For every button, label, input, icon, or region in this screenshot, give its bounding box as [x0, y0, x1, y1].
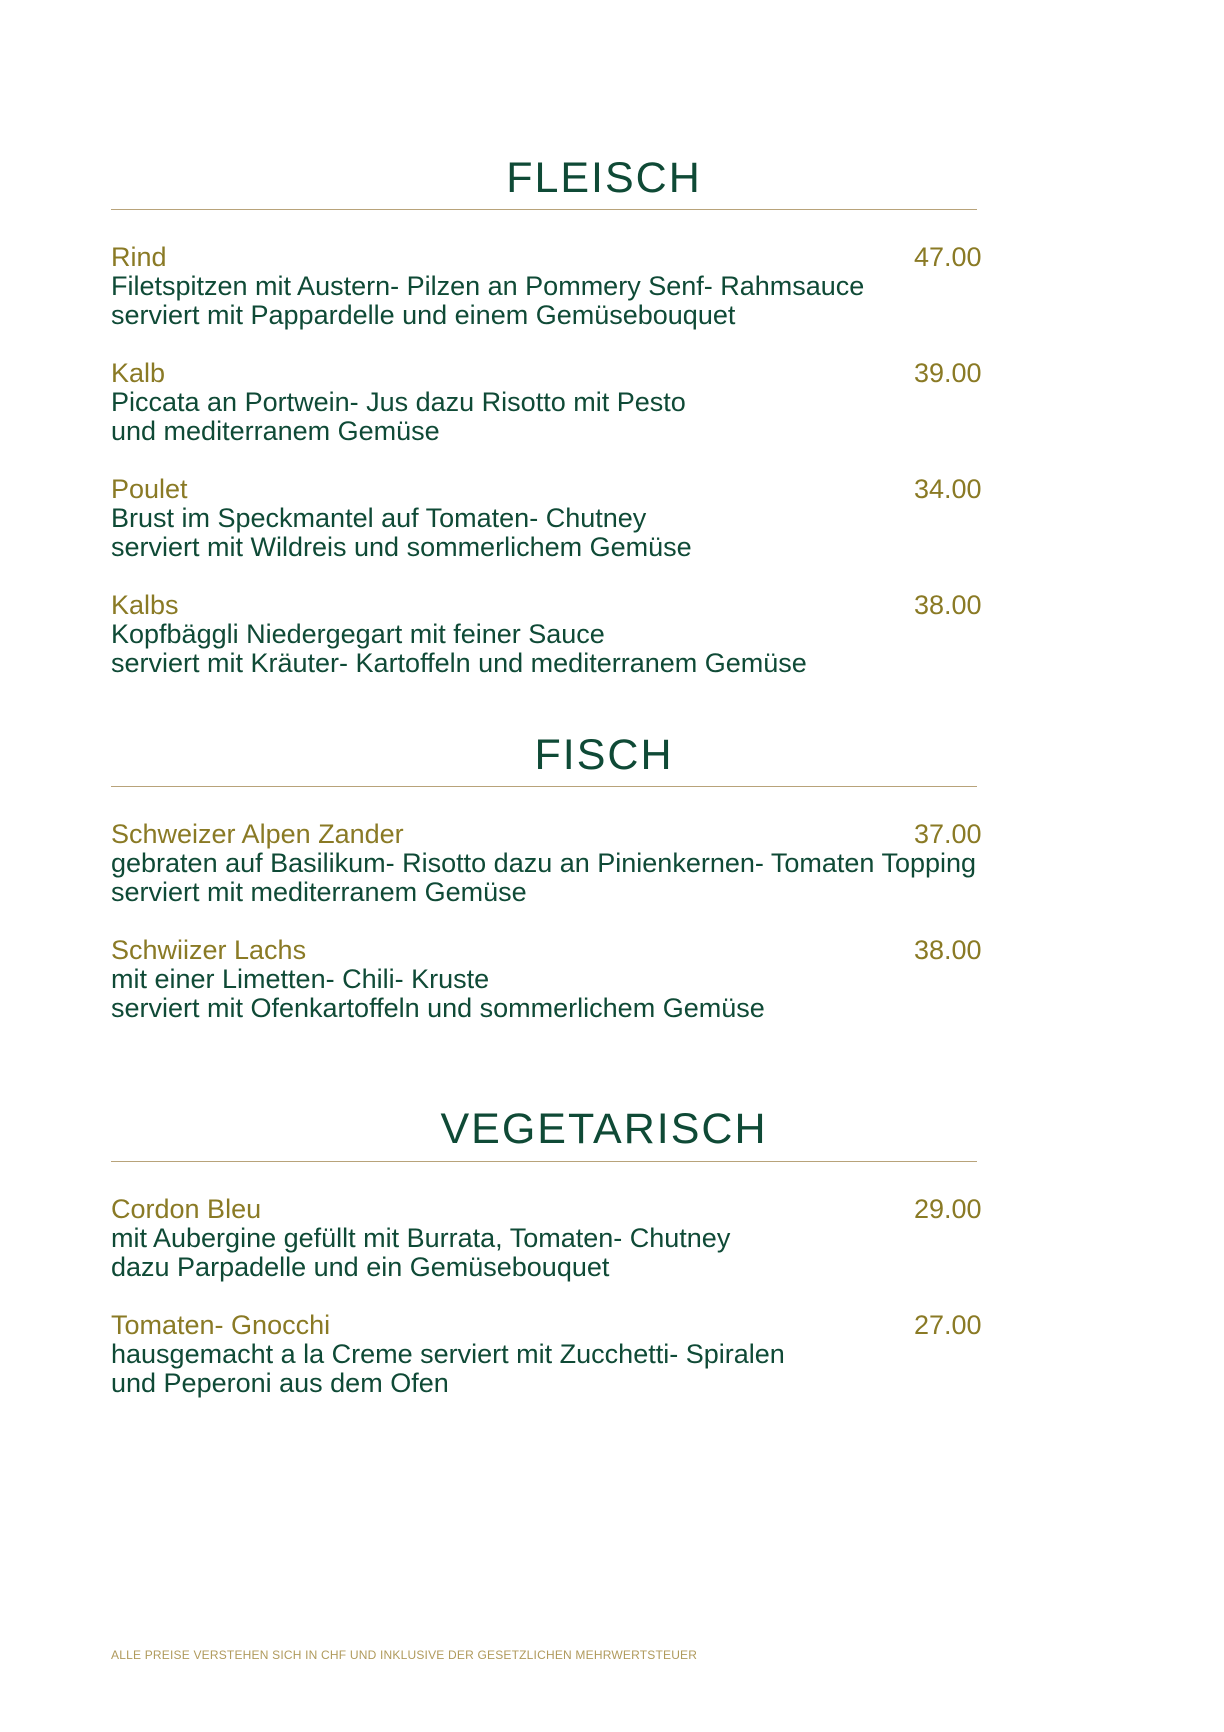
item-description-line-1: hausgemacht a la Creme serviert mit Zucchetti- Spiralen [111, 1339, 785, 1369]
item-price: 27.00 [914, 1310, 982, 1340]
menu-item-tomaten-gnocchi [111, 1311, 1111, 1398]
section-divider [111, 209, 977, 210]
section-title-vegetarisch: VEGETARISCH [440, 1105, 768, 1153]
item-description-line-2: und mediterranem Gemüse [111, 416, 440, 446]
item-description-line-2: serviert mit Wildreis und sommerlichem Gemüse [111, 532, 692, 562]
item-price: 37.00 [914, 819, 982, 849]
item-description-line-2: serviert mit Kräuter- Kartoffeln und mediterranem Gemüse [111, 648, 807, 678]
menu-item-cordon-bleu [111, 1195, 1111, 1282]
item-description-line-1: Brust im Speckmantel auf Tomaten- Chutney [111, 503, 647, 533]
item-price: 29.00 [914, 1194, 982, 1224]
item-price: 38.00 [914, 590, 982, 620]
item-description-line-2: und Peperoni aus dem Ofen [111, 1368, 449, 1398]
menu-item-kalbs [111, 591, 1111, 678]
section-title-fisch: FISCH [534, 731, 674, 779]
item-name: Cordon Bleu [111, 1194, 262, 1224]
section-divider [111, 786, 977, 787]
section-title-fleisch: FLEISCH [506, 154, 702, 202]
item-description-line-1: Piccata an Portwein- Jus dazu Risotto mit Pesto [111, 387, 686, 417]
item-price: 34.00 [914, 474, 982, 504]
item-description-line-2: serviert mit mediterranem Gemüse [111, 877, 527, 907]
item-price: 47.00 [914, 242, 982, 272]
item-description-line-1: gebraten auf Basilikum- Risotto dazu an Pinienkernen- Tomaten Topping [111, 848, 977, 878]
item-description-line-1: Kopfbäggli Niedergegart mit feiner Sauce [111, 619, 605, 649]
item-description-line-2: serviert mit Ofenkartoffeln und sommerlichem Gemüse [111, 993, 765, 1023]
menu-item-zander [111, 820, 1111, 907]
item-name: Schweizer Alpen Zander [111, 819, 404, 849]
item-name: Rind [111, 242, 167, 272]
section-divider [111, 1161, 977, 1162]
item-name: Tomaten- Gnocchi [111, 1310, 331, 1340]
item-name: Poulet [111, 474, 188, 504]
item-description-line-1: mit einer Limetten- Chili- Kruste [111, 964, 490, 994]
item-name: Kalbs [111, 590, 179, 620]
price-footnote: ALLE PREISE VERSTEHEN SICH IN CHF UND INKLUSIVE DER GESETZLICHEN MEHRWERTSTEUER [111, 1648, 698, 1662]
item-name: Schwiizer Lachs [111, 935, 307, 965]
menu-item-rind [111, 243, 1111, 330]
item-price: 38.00 [914, 935, 982, 965]
menu-item-kalb [111, 359, 1111, 446]
item-description-line-1: Filetspitzen mit Austern- Pilzen an Pommery Senf- Rahmsauce [111, 271, 865, 301]
item-description-line-2: serviert mit Pappardelle und einem Gemüsebouquet [111, 300, 736, 330]
item-price: 39.00 [914, 358, 982, 388]
item-name: Kalb [111, 358, 166, 388]
menu-item-poulet [111, 475, 1111, 562]
item-description-line-2: dazu Parpadelle und ein Gemüsebouquet [111, 1252, 610, 1282]
item-description-line-1: mit Aubergine gefüllt mit Burrata, Tomaten- Chutney [111, 1223, 731, 1253]
menu-item-lachs [111, 936, 1111, 1023]
